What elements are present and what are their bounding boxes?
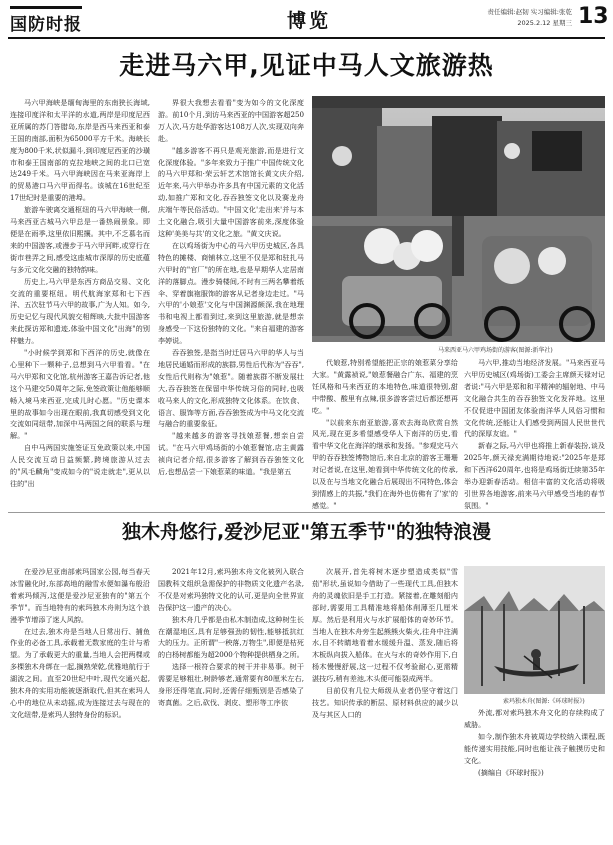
paragraph: 新春之际,马六甲也将推上新春装扮,谈及2025年,颜天禄充满期待地说:"2025年是郑和下西洋620周年,也将是鸡场街迁续第35年举办迎新春活动。相信丰富的文化活动将吸引世界各地游客,前来马六甲感受当地的春节氛围。" <box>464 441 605 509</box>
article1-column-4 <box>464 357 605 509</box>
editor-info <box>468 7 572 29</box>
paragraph: 在爱沙尼亚南部索玛国家公园,每当春天冰雪融化时,东部高地的融雪水便如瀑布般沿着索玛倾泻,这便是爱沙尼亚独有的"第五个季节"。而当地特有的索玛独木舟则为这个浪漫季节增添了迷人风韵。 <box>10 567 150 624</box>
paragraph: 外流,都对索玛独木舟文化的存续构成了威胁。 <box>464 708 605 729</box>
paragraph: 界很大我想去看看"变为如今的文化深度游。前10个月,到访马来西亚的中国游客超250万人次,马方赴华游客达108万人次,实现双向奔赴。 <box>158 98 304 143</box>
paragraph: 如今,制作独木舟被周边学校纳入课程,既能传递实用技能,同时也能让孩子触摸历史和文化。 <box>464 731 605 765</box>
page-header <box>0 0 613 40</box>
street-scene-illustration <box>312 96 605 342</box>
article-separator <box>8 512 605 513</box>
page-number: 13 <box>578 4 609 29</box>
paragraph: 独木舟几乎都是由私木制造成,这种树生长在潮湿地区,具有足够强劲的韧性,能够抵抗红大的压力。正所谓"一秧落,万物生",即便是枯死的白杨树都能为超2000个物种提供栖身之所。 <box>158 614 304 660</box>
article2-column-3 <box>312 566 458 841</box>
paragraph: 吞吞独签,是指当时迁居马六甲的华人与当地居民通婚而形成的族群,男性后代称为"吞吞",女性后代则称为"娘惹"。随着族群不断发展壮大,吞吞独签在保留中华传统习俗的同时,也吸收马来人的文化,形成独特文化体系。在饮食、语言、服饰等方面,吞吞独签成为中马文化交流与融合的重要象征。 <box>158 348 304 429</box>
article2-photo-caption: 索玛独木舟(图源:《环球时报》) <box>503 698 585 705</box>
paragraph: 2021年12月,索玛独木舟文化被列入联合国教科文组织急需保护的非物质文化遗产名录,不仅是对索玛独特文化的认可,更是向全世界宣告保护这一遗产的决心。 <box>158 567 304 612</box>
paragraph: 目前仅有几位大师级从业者仍坚守着这门技艺。知识传承的断层、原材料供应的减少以及与其区人口的 <box>312 686 458 719</box>
article2-column-1 <box>10 566 150 841</box>
paragraph: 次展开,首先将树木逐步塑造成类似"雪茄"形状,虽说如今借助了一些现代工具,但独木舟的灵魂依旧是手工打造。紧接着,在雕刻船内部时,需要用工具精准地将船体削薄至几厘米厚。然后是利用火与水扩展船体的奇妙环节。当地人在独木舟旁生起熊熊火柴火,往舟中注满水,目不转睛地看着水缓缓升温、蒸发,随后将木板纵向拔入船体。在火与水的奇妙作用下,白杨木慢慢舒展,这一过程不仅考验耐心,更需精湛技巧,稍有差池,木头便可能裂成两半。 <box>312 567 458 684</box>
paragraph: "越多游客不再只是观光旅游,而是进行文化深度体验。"多年来致力于推广中国传统文化的马六甲郑和·荣云轩艺术馆馆长黄文庆介绍,近年来,马六甲举办许多具有中国元素的文化活动,如推广郑和文化,吞吞独签文化以及赛龙舟庆端午等民俗活动。"中国文化'走出来'并与本土文化融合,吸引大量中国游客前来,深度体验这种'美美与共'的文化之旅。"黄文庆说。 <box>158 145 304 238</box>
paragraph: 自中马两国实施签证互免政策以来,中国人民交流互动日益频繁,跨境旅游从过去的"风毛麟角"变成如今的"说走就走",更从以往的"出 <box>10 443 150 488</box>
article1-photo <box>312 96 605 342</box>
canoe-photo-illustration <box>464 566 605 694</box>
date-line: 2025.2.12 星期三 <box>517 19 572 27</box>
paragraph: "小时候学到郑和下西洋的历史,就像在心里种下一颗种子,总想到马六甲看看。"在马六甲郑和文化馆,杭州游客王嘉告诉记者,他这个马建交50周年之际,免签政策让他能够顺畅入境马来西亚,完成儿时心愿。"历史课本里的故事如今出现在眼前,我真切感受到文化交流如同纽带,加深中马两国之间的联系与理解。" <box>10 348 150 441</box>
article1-column-2 <box>158 97 304 509</box>
article1-column-3 <box>312 357 458 509</box>
paragraph: 在过去,独木舟是当地人日常出行、捕鱼作业的必备工具,承载着无数家庭的生计与希望。为了承载更大的重量,当地人会把两棵或多棵独木舟绑在一起,搁熟荣乾,优雅地航行于湖波之间。直至20世纪中叶,现代交通兴起,独木舟的实用功能被逐渐取代,但其在索玛人心中的地位从未动摇,成为连接过去与现在的文化纽带,是索玛人独特身份的标识。 <box>10 626 150 719</box>
article2-title: 独木舟悠行,爱沙尼亚"第五季节"的独特浪漫 <box>121 521 492 543</box>
paragraph: "越来越多的游客寻找娘惹餐,想亲自尝试。"在马六甲鸡场街的小娘惹餐馆,店主黄露祯向记者介绍,很多游客了解到吞吞独签文化后,也想品尝一下娘惹菜的味道。"我是第五 <box>158 431 304 477</box>
article1-column-1 <box>10 97 150 509</box>
paragraph: 旅游车驶离交通枢纽的马六甲海峡一侧,马来西亚古城马六甲总是一番热闹景象。即便是在雨季,这里依旧熙攘。其中,不乏慕名而来的中国游客,或漫步于马六甲河畔,或穿行在街市巷弄之间,感受这座城市深厚的历史底蕴与多元文化交融的独特韵味。 <box>10 205 150 274</box>
section-name: 博览 <box>287 10 332 32</box>
article2-column-4 <box>464 707 605 841</box>
paragraph: "以前来东南亚旅游,喜欢去海岛欣赏自然风光,现在更多希望感受华人下南洋的历史,看看中华文化在海洋的继承和发扬。"参观完马六甲的吞吞独签博物馆后,来自北京的游客王珊珊对记者说,在这里,她看到中华传统文化的传承,以及在与当地文化融合后展现出不同特色,体会到情感上的共振,"我们在海外也仿佛有了'家'的感觉。" <box>312 417 458 509</box>
paragraph: 历史上,马六甲是东西方商品交易、文化交流的重要枢纽。明代航海家郑和七下西洋、五次驻节马六甲的故事,广为人知。如今,历史记忆与现代风貌交相辉映,大批中国游客来此探访郑和遗迹,体验中国文化"出海"的别样魅力。 <box>10 276 150 346</box>
paragraph: 马六甲,推动当地经济发展。"马来西亚马六甲历史城区(鸡场街)工委会主席颜天禄对记者说:"马六甲是郑和和平精神的辐射地、中马文化融合共生的吞吞独签文化发祥地。这里不仅促进中国团友体验南洋华人风俗习惯和文化传统,还能让人们感受到两国人民世世代代的深厚友谊。" <box>464 358 605 439</box>
article2-photo <box>464 566 605 694</box>
editor-line: 责任编辑:赵韧 实习编辑:张乾 <box>487 8 572 16</box>
paragraph: 代娘惹,特别希望能把正宗的娘惹菜分享给大家。"黄露祯说,"娘惹餐融合广东、福建的烹饪风格和马来西亚的本地特色,味道很特别,甜中带酸、酸里有点辣,很多游客尝过后都还想再吃。" <box>312 358 458 415</box>
article2-column-2 <box>158 566 304 841</box>
paragraph: 选择一根符合要求的树干并非易事。树干需要足够粗壮,树龄够老,通常要有80厘米左右,身形还得笔直,同时,还需仔细甄别是否感染了寄真菌。之后,砍伐、剥皮、塑形等工序依 <box>158 662 304 707</box>
header-rule <box>8 37 605 39</box>
newspaper-logo: 国防时报 <box>10 6 82 35</box>
article1-photo-caption: 马来西亚马六甲鸡场街的游客(图源:新华社) <box>438 347 553 354</box>
byline: (摘编自《环球时报》) <box>478 767 544 777</box>
paragraph: 马六甲海峡是缅甸海里的东南狭长海域,连接印度洋和太平洋的水道,两岸是印度尼西亚所属的苏门答腊岛,东岸是西马来西亚和泰王国的南部,面积为65000平方千米。海峡长度为800千米,状似漏斗,到印度尼西亚的沙璜市和泰王国南部的克拉地峡之间的北口已宽达249千米。马六甲海峡因在马来亚海岸上的贸易港口马六甲而得名。该城在16世纪至17世纪时是重要的港埠。 <box>10 98 150 203</box>
article1-title: 走进马六甲,见证中马人文旅游热 <box>119 51 494 80</box>
paragraph: 在以鸡场街为中心的马六甲历史城区,各具特色的摊楼、商铺林立,这里不仅是郑和驻扎马六甲时的"官厂"的所在地,也是早期华人定居南洋的落脚点。漫步骑楼间,不时有三两名攀着纸伞、穿着旗袍服饰的游客从记者身边走过。"马六甲的'小娘惹'文化与中国渊源颇深,我在地理书和电视上都看到过,来到这里旅游,就是想亲身感受一下这份独特的文化。"来自福建的游客李婷说。 <box>158 240 304 346</box>
